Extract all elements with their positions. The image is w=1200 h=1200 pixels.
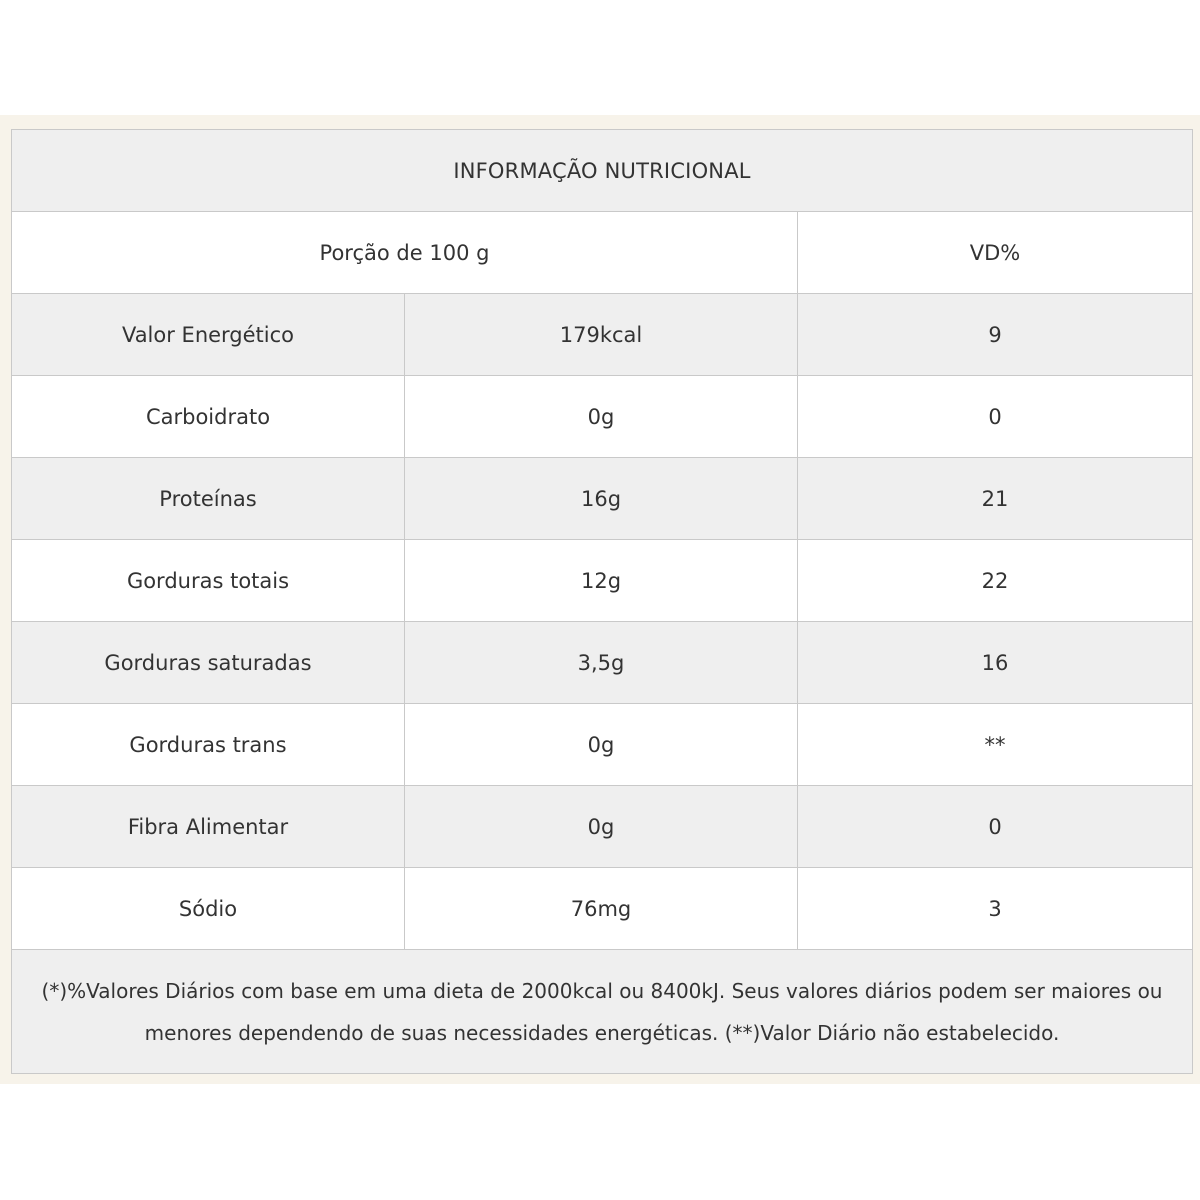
table-row	[12, 704, 1193, 786]
nutrient-name: Carboidrato	[12, 376, 405, 458]
nutrition-table	[11, 129, 1193, 1074]
nutrient-dv: 3	[798, 868, 1193, 950]
table-row	[12, 376, 1193, 458]
nutrient-dv: 21	[798, 458, 1193, 540]
nutrient-name: Proteínas	[12, 458, 405, 540]
nutrient-amount: 0g	[405, 786, 798, 868]
table-row	[12, 294, 1193, 376]
nutrient-dv: **	[798, 704, 1193, 786]
nutrient-amount: 12g	[405, 540, 798, 622]
footnote: (*)%Valores Diários com base em uma dieta de 2000kcal ou 8400kJ. Seus valores diários podem ser maiores ou menores dependendo de suas necessidades energéticas. (**)Valor Diário não estabelecido.	[12, 950, 1193, 1074]
nutrient-name: Valor Energético	[12, 294, 405, 376]
table-title: INFORMAÇÃO NUTRICIONAL	[12, 130, 1193, 212]
nutrient-amount: 0g	[405, 704, 798, 786]
nutrient-dv: 16	[798, 622, 1193, 704]
nutrient-dv: 22	[798, 540, 1193, 622]
nutrient-amount: 3,5g	[405, 622, 798, 704]
table-row	[12, 458, 1193, 540]
nutrient-amount: 0g	[405, 376, 798, 458]
nutrient-amount: 16g	[405, 458, 798, 540]
nutrient-name: Fibra Alimentar	[12, 786, 405, 868]
table-row	[12, 622, 1193, 704]
table-row	[12, 786, 1193, 868]
table-row	[12, 540, 1193, 622]
nutrient-name: Gorduras totais	[12, 540, 405, 622]
nutrient-name: Gorduras trans	[12, 704, 405, 786]
nutrient-dv: 0	[798, 786, 1193, 868]
nutrient-amount: 179kcal	[405, 294, 798, 376]
portion-label: Porção de 100 g	[12, 212, 798, 294]
table-row	[12, 868, 1193, 950]
dv-header: VD%	[798, 212, 1193, 294]
nutrient-name: Sódio	[12, 868, 405, 950]
nutrient-dv: 0	[798, 376, 1193, 458]
nutrient-amount: 76mg	[405, 868, 798, 950]
nutrient-name: Gorduras saturadas	[12, 622, 405, 704]
nutrient-dv: 9	[798, 294, 1193, 376]
